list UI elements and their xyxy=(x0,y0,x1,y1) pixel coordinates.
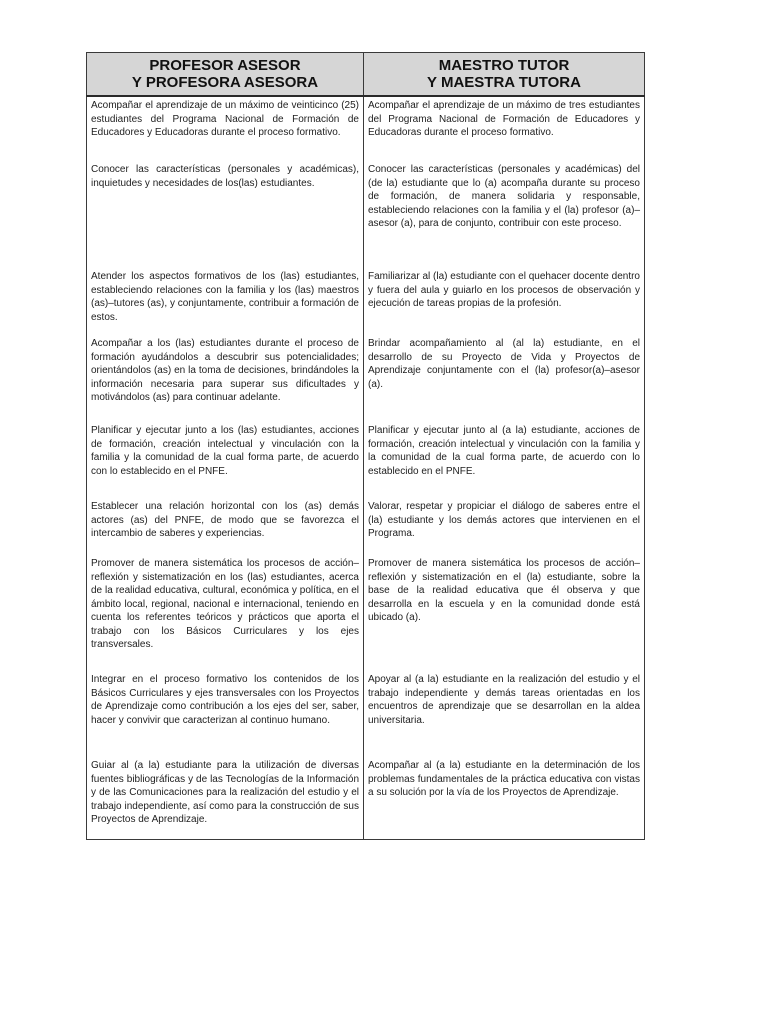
table-row xyxy=(87,335,645,422)
cell-maestro-tutor: Brindar acompañamiento al (al la) estudiante, en el desarrollo de su Proyecto de Vida y Proyectos de Aprendizaje conjuntamente con el (la) profesor(a)–asesor (a). xyxy=(364,335,645,422)
cell-profesor-asesor: Planificar y ejecutar junto a los (las) estudiantes, acciones de formación, creación intelectual y vinculación con la familia y la comunidad de la cual forma parte, de acuerdo con lo establecido en el PNFE. xyxy=(87,422,364,498)
cell-profesor-asesor: Establecer una relación horizontal con los (as) demás actores (as) del PNFE, de modo que se favorezca el intercambio de saberes y experiencias. xyxy=(87,498,364,555)
cell-profesor-asesor: Atender los aspectos formativos de los (las) estudiantes, estableciendo relaciones con la familia y los (las) maestros (as)–tutores (as), y conjuntamente, contribuir a formación de estos. xyxy=(87,268,364,335)
cell-maestro-tutor: Apoyar al (a la) estudiante en la realización del estudio y el trabajo independiente y demás tareas orientadas en los encuentros de aprendizaje que se desarrollan en la aldea universitaria. xyxy=(364,671,645,757)
table-row xyxy=(87,555,645,671)
cell-maestro-tutor: Acompañar al (a la) estudiante en la determinación de los problemas fundamentales de la práctica educativa con vistas a su solución por la vía de los Proyectos de Aprendizaje. xyxy=(364,757,645,839)
table-row xyxy=(87,671,645,757)
cell-profesor-asesor: Acompañar a los (las) estudiantes durante el proceso de formación ayudándolos a descubrir sus potencialidades; orientándolos (as) en la toma de decisiones, brindándoles la información necesaria para superar sus dificultades y motivándolos (as) para continuar adelante. xyxy=(87,335,364,422)
table-row xyxy=(87,161,645,268)
cell-maestro-tutor: Familiarizar al (la) estudiante con el quehacer docente dentro y fuera del aula y guiarlo en los procesos de observación y ejecución de tareas propias de la profesión. xyxy=(364,268,645,335)
header-maestro-tutor xyxy=(364,53,645,97)
cell-profesor-asesor: Integrar en el proceso formativo los contenidos de los Básicos Curriculares y ejes transversales con los Proyectos de Aprendizaje como contribución a los ejes del ser, saber, hacer y convivir que caracterizan al continuo humano. xyxy=(87,671,364,757)
cell-profesor-asesor: Acompañar el aprendizaje de un máximo de veinticinco (25) estudiantes del Programa Nacional de Formación de Educadores y Educadoras durante el proceso formativo. xyxy=(87,96,364,161)
cell-maestro-tutor: Valorar, respetar y propiciar el diálogo de saberes entre el (la) estudiante y los demás actores que intervienen en el Programa. xyxy=(364,498,645,555)
table-row xyxy=(87,422,645,498)
cell-profesor-asesor: Promover de manera sistemática los procesos de acción–reflexión y sistematización en los (las) estudiantes, acerca de la realidad educativa, cultural, económica y política, en el ámbito local, regional, nacional e internacional, teniendo en cuenta los referentes teóricos y prácticos que aporta el trabajo con los Básicos Curriculares y los ejes transversales. xyxy=(87,555,364,671)
header-maestro-tutor-line1: MAESTRO TUTOR xyxy=(438,57,570,74)
cell-maestro-tutor: Conocer las características (personales y académicas) del (de la) estudiante que lo (a) acompaña durante su proceso de formación, de manera solidaria y responsable, estableciendo relaciones con la familia y el (la) profesor (a)–asesor (a), para de conjunto, contribuir con este proceso. xyxy=(364,161,645,268)
cell-maestro-tutor: Acompañar el aprendizaje de un máximo de tres estudiantes del Programa Nacional de Formación de Educadores y Educadoras durante el proceso formativo. xyxy=(364,96,645,161)
header-profesor-asesor-line2: Y PROFESORA ASESORA xyxy=(131,74,319,91)
header-profesor-asesor-line1: PROFESOR ASESOR xyxy=(149,57,301,74)
table-row xyxy=(87,96,645,161)
cell-profesor-asesor: Guiar al (a la) estudiante para la utilización de diversas fuentes bibliográficas y de las Tecnologías de la Información y de las Comunicaciones para la realización del estudio y el trabajo independiente, así como para la construcción de sus Proyectos de Aprendizaje. xyxy=(87,757,364,839)
table-row xyxy=(87,268,645,335)
header-profesor-asesor xyxy=(87,53,364,97)
cell-maestro-tutor: Planificar y ejecutar junto al (a la) estudiante, acciones de formación, creación intelectual y vinculación con la familia y la comunidad de la cual forma parte, de acuerdo con lo establecido en el PNFE. xyxy=(364,422,645,498)
table-row xyxy=(87,757,645,839)
header-maestro-tutor-line2: Y MAESTRA TUTORA xyxy=(427,74,581,91)
table-row xyxy=(87,498,645,555)
roles-comparison-table xyxy=(86,52,645,840)
header-row xyxy=(87,53,645,97)
cell-profesor-asesor: Conocer las características (personales y académicas), inquietudes y necesidades de los(las) estudiantes. xyxy=(87,161,364,268)
cell-maestro-tutor: Promover de manera sistemática los procesos de acción–reflexión y sistematización en el (la) estudiante, sobre la base de la realidad educativa que él observa y que desarrolla en la escuela y en la comunidad donde está ubicado (a). xyxy=(364,555,645,671)
